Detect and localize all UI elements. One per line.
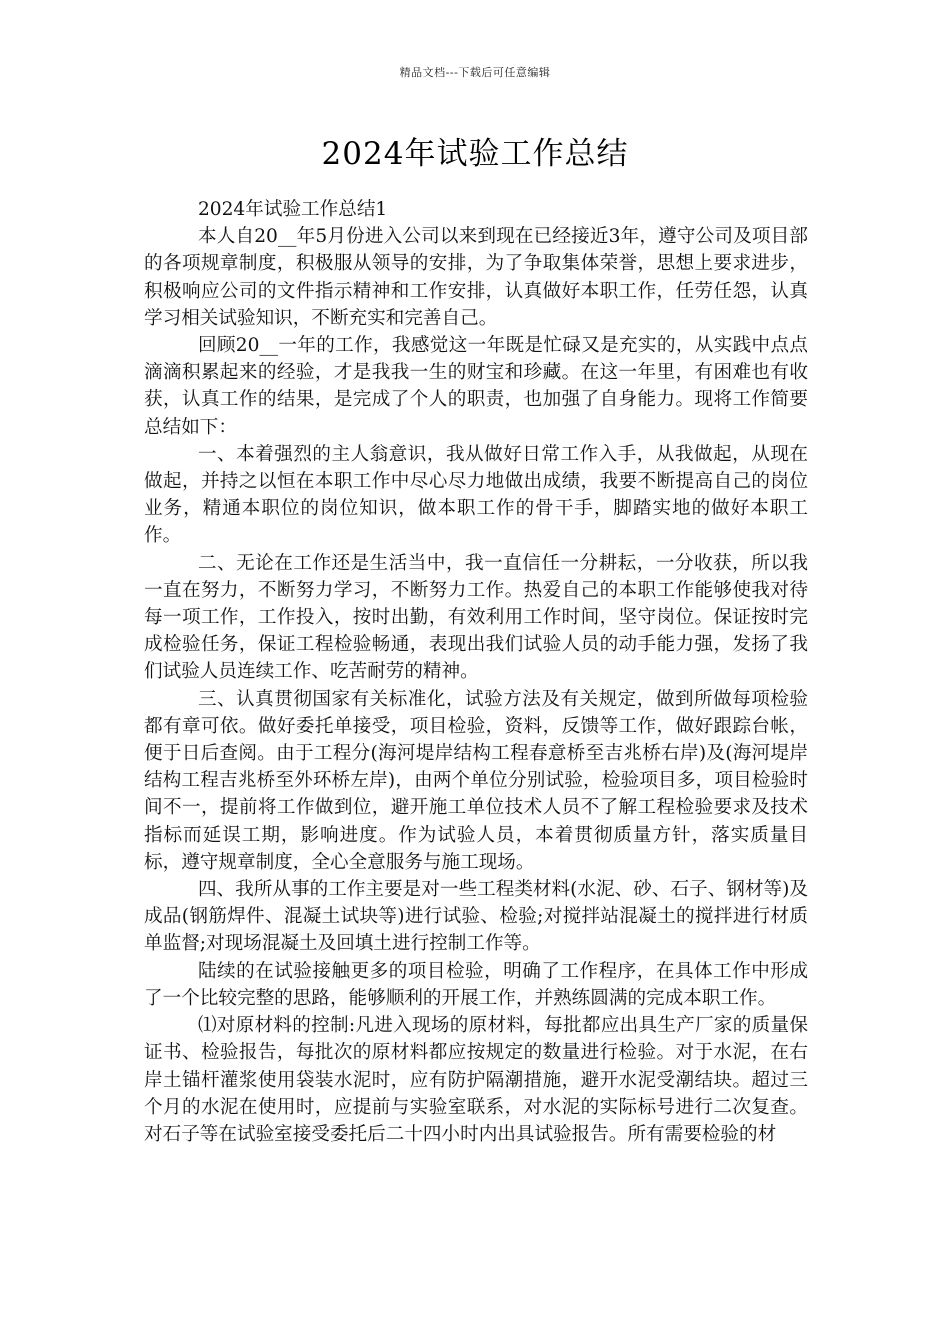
section-heading: 2024年试验工作总结1	[197, 199, 388, 220]
paragraph: ⑴对原材料的控制:凡进入现场的原材料，每批都应出具生产厂家的质量保证书、检验报告，每批次的原材料都应按规定的数量进行检验。对于水泥，在右岸土锚杆灌浆使用袋装水泥时，应有防护隔潮措施，避开水泥受潮结块。超过三个月的水泥在使用时，应提前与实验室联系，对水泥的实际标号进行二次复查。对石子等在试验室接受委托后二十四小时内出具试验报告。所有需要检验的材	[144, 1015, 808, 1145]
paragraph: 本人自20__年5月份进入公司以来到现在已经接近3年，遵守公司及项目部的各项规章制度，积极服从领导的安排，为了争取集体荣誉，思想上要求进步，积极响应公司的文件指示精神和工作安排，认真做好本职工作，任劳任怨，认真学习相关试验知识，不断充实和完善自己。	[144, 226, 808, 329]
paragraph: 回顾20__一年的工作，我感觉这一年既是忙碌又是充实的，从实践中点点滴滴积累起来的经验，才是我我一生的财宝和珍藏。在这一年里，有困难也有收获，认真工作的结果，是完成了个人的职责，也加强了自身能力。现将工作简要总结如下：	[144, 335, 808, 438]
paragraph: 四、我所从事的工作主要是对一些工程类材料(水泥、砂、石子、钢材等)及成品(钢筋焊件、混凝土试块等)进行试验、检验;对搅拌站混凝土的搅拌进行材质单监督;对现场混凝土及回填土进行控制工作等。	[144, 879, 808, 955]
document-title: 2024年试验工作总结	[321, 136, 629, 172]
paragraph: 三、认真贯彻国家有关标准化，试验方法及有关规定，做到所做每项检验都有章可依。做好委托单接受，项目检验，资料，反馈等工作，做好跟踪台帐，便于日后查阅。由于工程分(海河堤岸结构工程春意桥至吉兆桥右岸)及(海河堤岸结构工程吉兆桥至外环桥左岸)，由两个单位分别试验，检验项目多，项目检验时间不一，提前将工作做到位，避开施工单位技术人员不了解工程检验要求及技术指标而延误工期，影响进度。作为试验人员，本着贯彻质量方针，落实质量目标，遵守规章制度，全心全意服务与施工现场。	[144, 688, 808, 873]
page-header: 精品文档---下载后可任意编辑	[399, 66, 551, 79]
paragraph: 一、本着强烈的主人翁意识，我从做好日常工作入手，从我做起，从现在做起，并持之以恒在本职工作中尽心尽力地做出成绩，我要不断提高自己的岗位业务，精通本职位的岗位知识，做本职工作的骨干手，脚踏实地的做好本职工作。	[144, 443, 808, 547]
paragraph: 陆续的在试验接触更多的项目检验，明确了工作程序，在具体工作中形成了一个比较完整的思路，能够顺利的开展工作，并熟练圆满的完成本职工作。	[144, 960, 808, 1009]
document-body	[144, 196, 808, 1148]
paragraph: 二、无论在工作还是生活当中，我一直信任一分耕耘，一分收获，所以我一直在努力，不断努力学习，不断努力工作。热爱自己的本职工作能够使我对待每一项工作，工作投入，按时出勤，有效利用工作时间，坚守岗位。保证按时完成检验任务，保证工程检验畅通，表现出我们试验人员的动手能力强，发扬了我们试验人员连续工作、吃苦耐劳的精神。	[144, 552, 808, 683]
